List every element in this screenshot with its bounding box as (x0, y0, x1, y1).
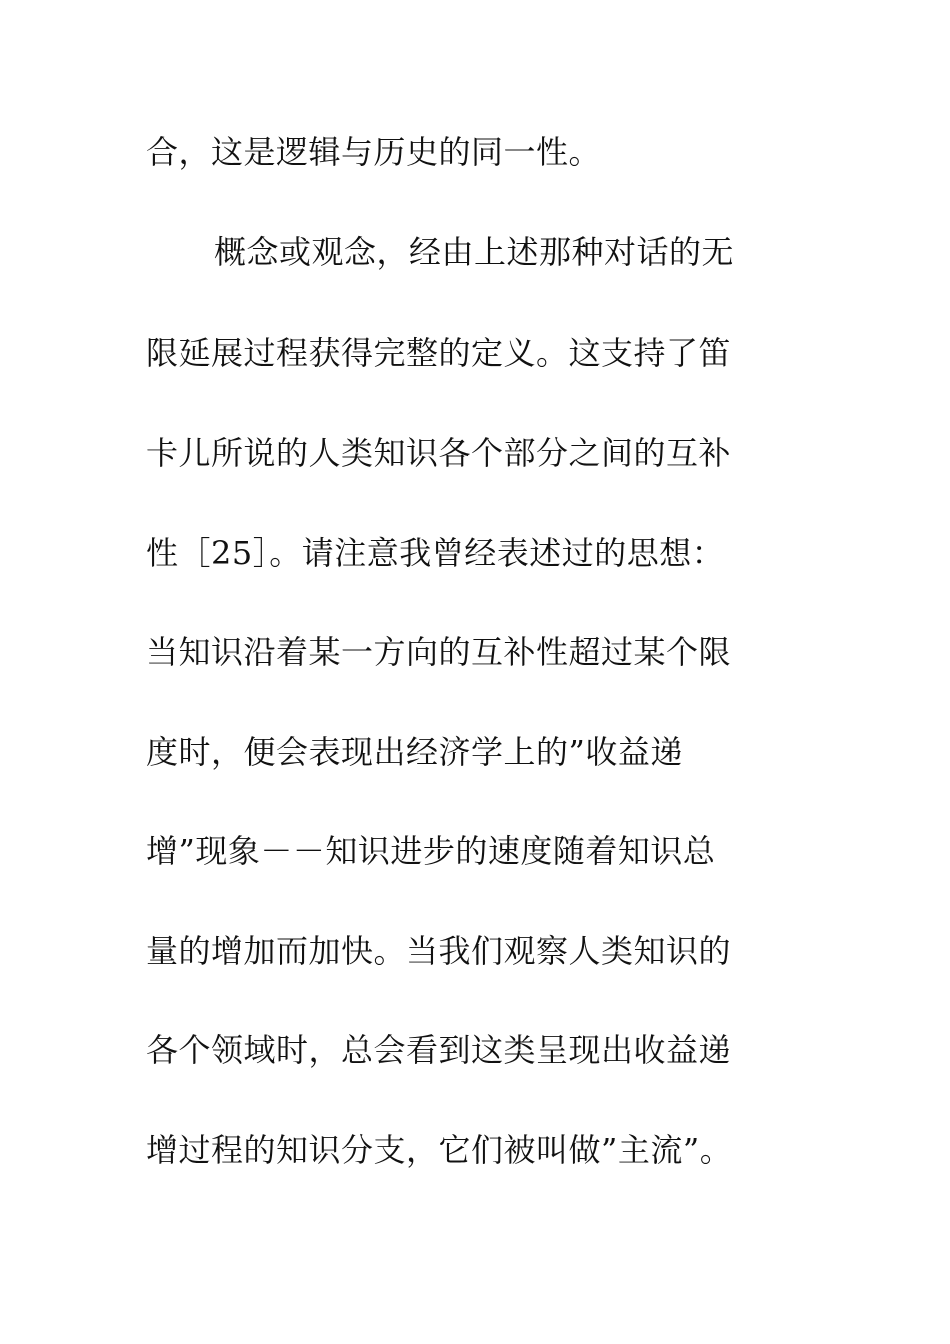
text-line-5: 性［25］。请注意我曾经表述过的思想： (146, 534, 725, 572)
text-line-1: 合，这是逻辑与历史的同一性。 (146, 133, 602, 171)
text-line-2: 概念或观念，经由上述那种对话的无 (214, 233, 735, 271)
text-line-9: 量的增加而加快。当我们观察人类知识的 (146, 932, 732, 970)
text-line-10: 各个领域时，总会看到这类呈现出收益递 (146, 1031, 732, 1069)
text-line-6: 当知识沿着某一方向的互补性超过某个限 (146, 633, 732, 671)
text-line-3: 限延展过程获得完整的定义。这支持了笛 (146, 334, 732, 372)
text-line-8: 增”现象－－知识进步的速度随着知识总 (146, 832, 716, 870)
text-line-7: 度时，便会表现出经济学上的”收益递 (146, 733, 683, 771)
text-line-4: 卡儿所说的人类知识各个部分之间的互补 (146, 434, 732, 472)
text-line-11: 增过程的知识分支，它们被叫做”主流”。 (146, 1131, 733, 1169)
